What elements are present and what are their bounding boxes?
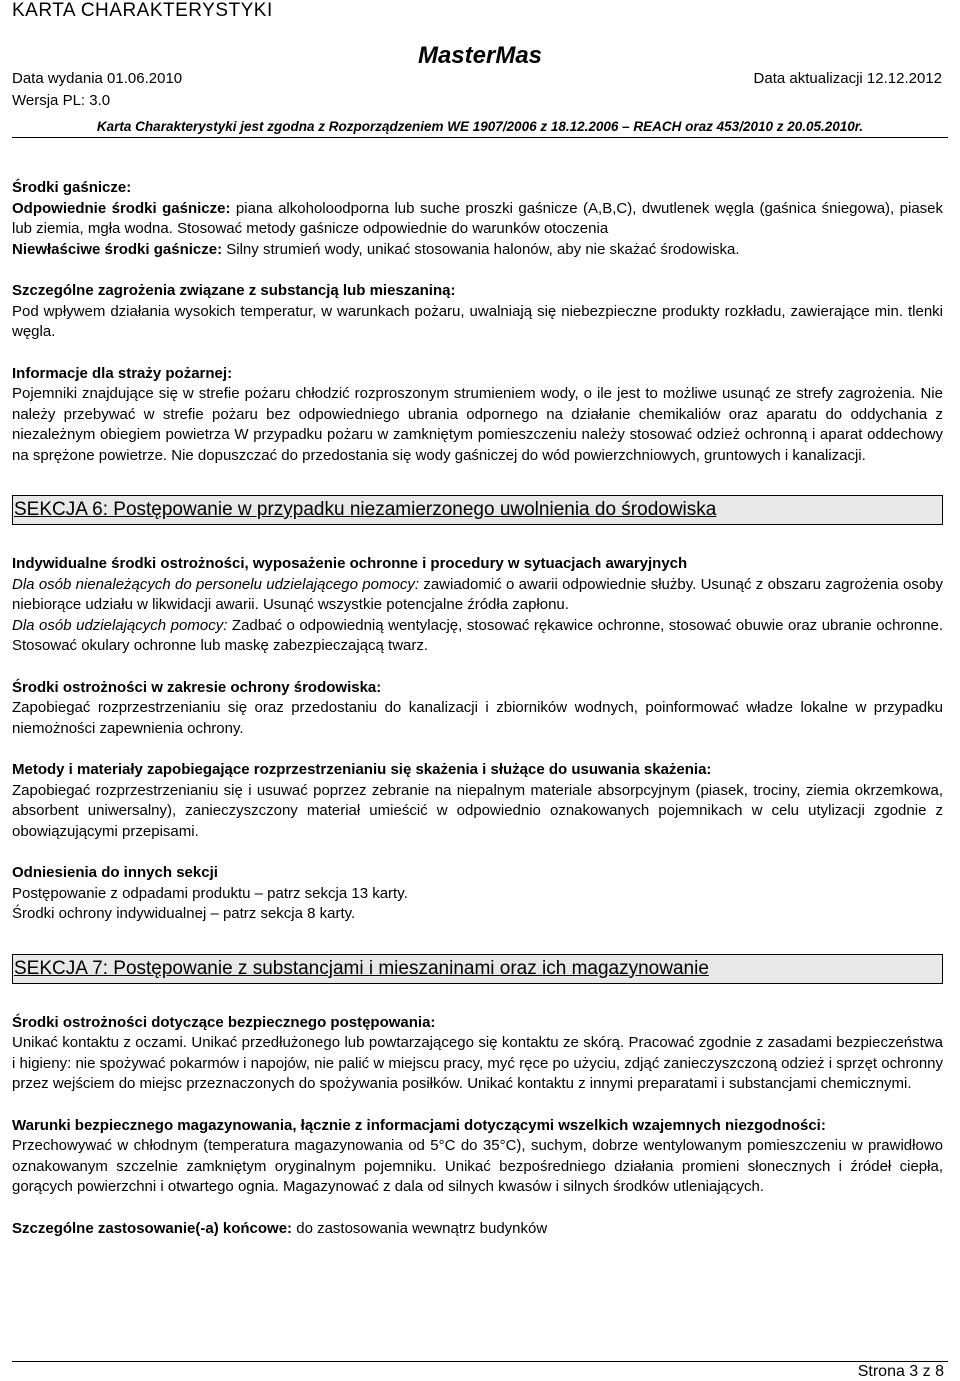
footer-divider (12, 1361, 948, 1362)
special-hazards-text: Pod wpływem działania wysokich temperatur, w warunkach pożaru, uwalniają się niebezpieczne produkty rozkładu, zawierające min. tlenki węgla. (12, 302, 943, 340)
document-body (12, 178, 943, 1239)
responders-text: Zadbać o odpowiednią wentylację, stosować rękawice ochronne, stosować obuwie oraz ubranie ochronne. Stosować okulary ochronne lub maskę zabezpieczającą twarz. (12, 616, 943, 654)
safe-handling-text: Unikać kontaktu z oczami. Unikać przedłużonego lub powtarzającego się kontaktu ze skórą. Pracować zgodnie z zasadami bezpieczeństwa i higieny: nie spożywać pokarmów i napojów, nie palić w miejscu pracy, myć ręce po użyciu, zdjąć zanieczyszczoną odzież i sprzęt ochronny przez wejściem do miejsc przeznaczonych do spożywania posiłków. Unikać kontaktu z innymi preparatami i substancjami chemicznymi. (12, 1034, 943, 1092)
suitable-media-text: piana alkoholoodporna lub suche proszki gaśnicze (A,B,C), dwutlenek węgla (gaśnica śniegowa), piasek lub ziemia, mgła wodna. Stosować metody gaśnicze odpowiednie do warunków otoczenia (12, 199, 944, 237)
header-divider (12, 137, 948, 138)
environmental-heading: Środki ostrożności w zakresie ochrony środowiska: (12, 678, 382, 696)
unsuitable-media-text: Silny strumień wody, unikać stosowania halonów, aby nie skażać środowiska. (222, 240, 740, 258)
document-title: KARTA CHARAKTERYSTYKI (12, 0, 273, 21)
storage-heading: Warunki bezpiecznego magazynowania, łącznie z informacjami dotyczącymi wszelkich wzajemnych niezgodności: (12, 1116, 826, 1134)
references-heading: Odniesienia do innych sekcji (12, 864, 218, 881)
firefighters-text: Pojemniki znajdujące się w strefie pożaru chłodzić rozproszonym strumieniem wody, o ile jest to możliwe usunąć ze strefy zagrożenia. Nie należy przebywać w strefie pożaru bez odpowiedniego ubrania odpornego na działanie chemikaliów oraz aparatu do oddychania z niezależnym obiegiem powietrza W przypadku pożaru w zamkniętym pomieszczeniu należy stosować odzież ochronną i aparat oddechowy na sprężone powietrze. Nie dopuszczać do przedostania się wody gaśniczej do wód powierzchniowych, gruntowych i kanalizacji. (12, 385, 943, 464)
section-7-title: SEKCJA 7: Postępowanie z substancjami i mieszaninami oraz ich magazynowanie (12, 954, 943, 984)
reference-section-8: Środki ochrony indywidualnej – patrz sekcja 8 karty. (12, 905, 356, 922)
personal-precautions-heading: Indywidualne środki ostrożności, wyposażenie ochronne i procedury w sytuacjach awaryjnych (12, 555, 688, 572)
responders-paragraph (12, 616, 943, 657)
non-emergency-text: zawiadomić o awarii odpowiednie służby. Usunąć z obszaru zagrożenia osoby niebiorące udziału w likwidacji awarii. Usunąć wszystkie potencjalne źródła zapłonu. (12, 575, 943, 613)
safe-handling-heading: Środki ostrożności dotyczące bezpiecznego postępowania: (12, 1013, 436, 1031)
issue-date: Data wydania 01.06.2010 (12, 70, 183, 87)
regulation-note: Karta Charakterystyki jest zgodna z Rozporządzeniem WE 1907/2006 z 18.12.2006 – REACH oraz 453/2010 z 20.05.2010r. (96, 119, 864, 134)
version: Wersja PL: 3.0 (12, 92, 111, 109)
unsuitable-media-label: Niewłaściwe środki gaśnicze: (12, 240, 223, 258)
firefighters-heading: Informacje dla straży pożarnej: (12, 364, 233, 382)
unsuitable-media-paragraph (12, 240, 943, 261)
containment-heading: Metody i materiały zapobiegające rozprzestrzenianiu się skażenia i służące do usuwania skażenia: (12, 761, 712, 778)
section-6-title: SEKCJA 6: Postępowanie w przypadku niezamierzonego uwolnienia do środowiska (12, 495, 943, 525)
end-use-paragraph (12, 1219, 943, 1240)
end-use-text: do zastosowania wewnątrz budynków (292, 1219, 548, 1237)
product-name: MasterMas (417, 42, 543, 69)
responders-label: Dla osób udzielających pomocy: (12, 616, 228, 634)
storage-text: Przechowywać w chłodnym (temperatura magazynowania od 5°C do 35°C), suchym, dobrze wentylowanym pomieszczeniu w prawidłowo oznakowanym szczelnie zamkniętym oryginalnym pojemniku. Unikać bezpośredniego działania promieni słonecznych i źródeł ciepła, gorących powierzchni i otwartego ognia. Magazynować z dala od silnych kwasów i silnych środków utleniających. (12, 1137, 943, 1195)
suitable-media-label: Odpowiednie środki gaśnicze: (12, 199, 231, 217)
special-hazards-heading: Szczególne zagrożenia związane z substancją lub mieszaniną: (12, 282, 456, 299)
page-number: Strona 3 z 8 (857, 1363, 944, 1380)
fire-media-heading: Środki gaśnicze: (12, 179, 132, 196)
environmental-text: Zapobiegać rozprzestrzenianiu się oraz przedostaniu do kanalizacji i zbiorników wodnych, poinformować władze lokalne w przypadku niemożności zapewnienia ochrony. (12, 699, 943, 737)
reference-section-13: Postępowanie z odpadami produktu – patrz sekcja 13 karty. (12, 884, 408, 902)
update-date: Data aktualizacji 12.12.2012 (753, 70, 942, 87)
non-emergency-label: Dla osób nienależących do personelu udzielającego pomocy: (12, 575, 419, 593)
containment-text: Zapobiegać rozprzestrzenianiu się i usuwać poprzez zebranie na niepalnym materiale absorpcyjnym (piasek, trociny, ziemia okrzemkowa, absorbent uniwersalny), zanieczyszczony materiał umieścić w odpowiednio oznakowanych pojemnikach w celu utylizacji zgodnie z obowiązującymi przepisami. (12, 781, 943, 840)
non-emergency-paragraph (12, 575, 943, 616)
suitable-media-paragraph (12, 199, 943, 240)
end-use-label: Szczególne zastosowanie(-a) końcowe: (12, 1219, 293, 1237)
